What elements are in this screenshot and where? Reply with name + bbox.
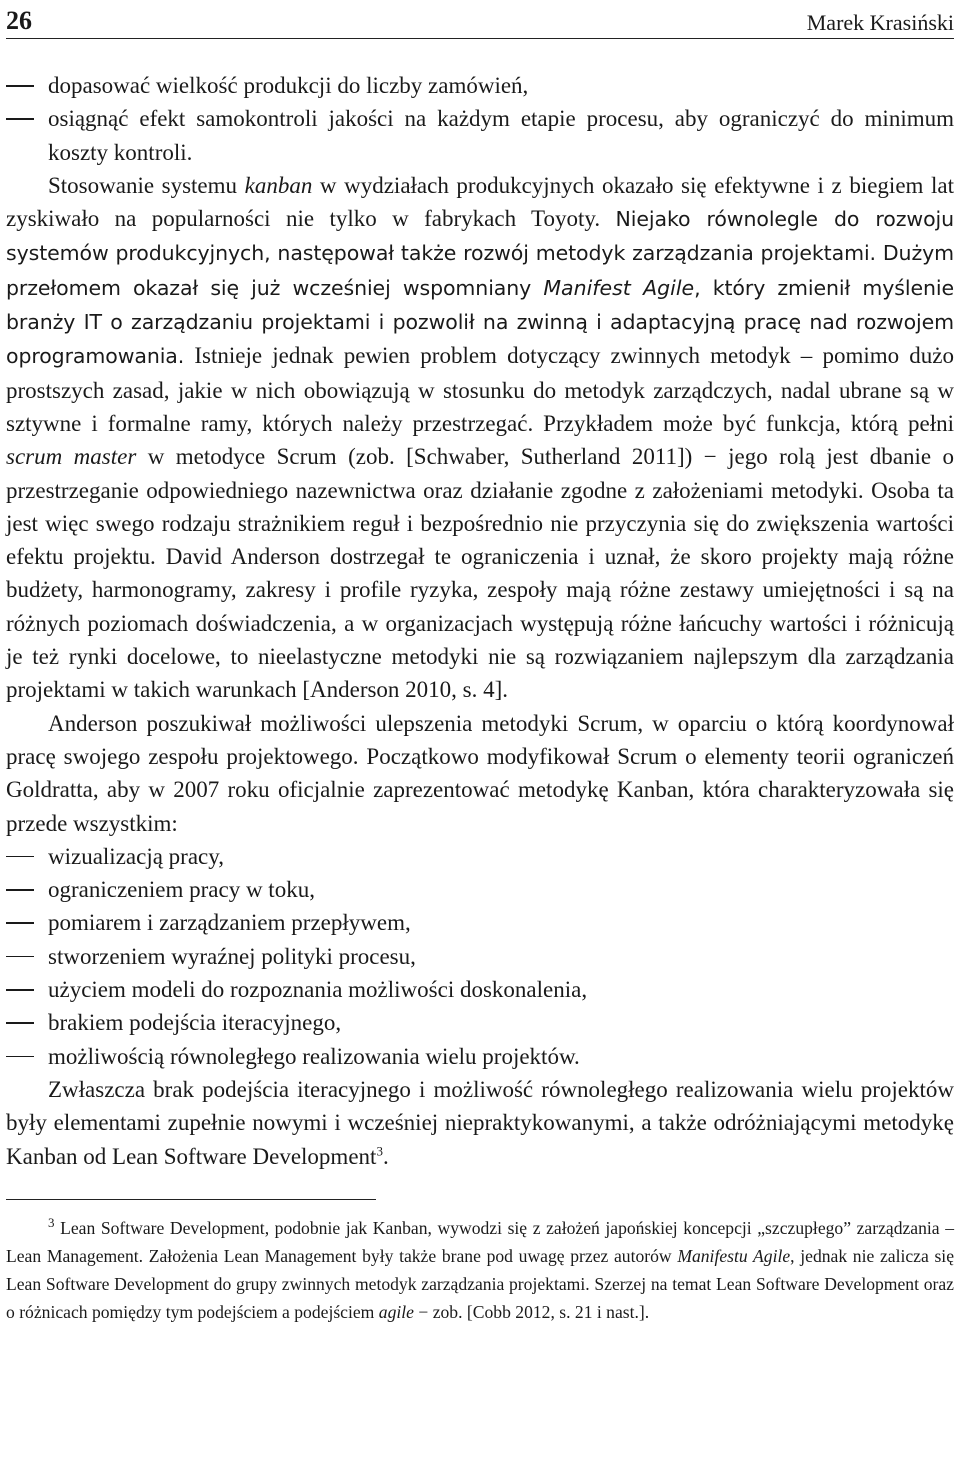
italic-term: agile: [378, 1302, 414, 1323]
text-run: .: [382, 1143, 389, 1169]
page-number: 26: [6, 6, 32, 35]
text-run: Zwłaszcza brak podejścia iteracyjnego i możliwość równoległego realizowania wielu projektów były elementami zupełnie nowymi i wcześniej niepraktykowanymi, a także odróżniającymi metodykę Kanban od Lean Software Development: [6, 1076, 954, 1169]
paragraph-2: Anderson poszukiwał możliwości ulepszenia metodyki Scrum, w oparciu o którą koordynował pracę swojego zespołu projektowego. Początkowo modyfikował Scrum o elementy teorii ograniczeń Goldratta, aby w 2007 roku oficjalnie zaprezentować metodykę Kanban, która charakteryzowała się przede wszystkim:: [6, 710, 954, 836]
text-run: Istnieje jednak pewien problem dotyczący zwinnych metodyk – pomimo dużo prostszych zasad, jakie w nich obowiązują w stosunku do metodyk zarządczych, nadal ubrane są w sztywne i formalne ramy, których należy przestrzegać. Przykładem może być funkcja, którą pełni: [6, 343, 954, 436]
text-run: w metodyce Scrum (zob. [Schwaber, Sutherland 2011]) − jego rolą jest dbanie o przestrzeganie odpowiedniego nazewnictwa oraz działanie zgodne z założeniami metodyki. Osoba ta jest więc swego rodzaju strażnikiem reguł i bezpośrednio nie przyczynia się do zwiększenia wartości efektu projektu. David Anderson dostrzegał te ograniczenia i uznał, że skoro projekty mają różne budżety, harmonogramy, zakresy i profile ryzyka, zespoły mają różne zestawy umiejętności i są na różnych poziomach doświadczenia, a w organizacjach występują różne łańcuchy wartości i różnicują je też rynki docelowe, to nieelastyczne metodyki nie są rozwiązaniem najlepszym dla zarządzania projektami w takich warunkach [Anderson 2010, s. 4].: [6, 444, 954, 703]
page-header: [6, 0, 954, 39]
list-item: dopasować wielkość produkcji do liczby zamówień,: [6, 69, 954, 102]
text-run: Niejako równolegle do rozwoju systemów produkcyjnych, następował także rozwój metodyk zarządzania projektami.: [6, 207, 954, 266]
list-item: wizualizacją pracy,: [6, 840, 954, 873]
list-item: pomiarem i zarządzaniem przepływem,: [6, 906, 954, 939]
paragraph-3: [6, 1073, 954, 1173]
list-item: możliwością równoległego realizowania wielu projektów.: [6, 1040, 954, 1073]
paragraph-1: [6, 169, 954, 707]
italic-term: Manifest Agile: [543, 275, 695, 300]
text-run: , który zmienił myślenie branży IT o zarządzaniu projektami i pozwolił na zwinną i adaptacyjną pracę nad rozwojem oprogramowania.: [6, 275, 954, 369]
footnote-divider: [6, 1199, 376, 1201]
italic-term: kanban: [244, 172, 313, 198]
list-item: ograniczeniem pracy w toku,: [6, 873, 954, 906]
text-run: Dużym przełomem okazał się już wcześniej wspomniany: [6, 241, 955, 300]
footnote-reference[interactable]: 3: [376, 1142, 383, 1158]
kanban-features-list: [6, 840, 954, 1073]
list-item: użyciem modeli do rozpoznania możliwości doskonalenia,: [6, 973, 954, 1006]
body-text: [6, 69, 954, 1173]
text-run: Stosowanie systemu: [48, 172, 245, 198]
text-run: w wydziałach produkcyjnych okazało się efektywne i z biegiem lat zyskiwało na popularności nie tylko w fabrykach Toyoty.: [6, 172, 954, 232]
footnote: [6, 1214, 954, 1326]
italic-term: Manifestu Agile: [677, 1246, 791, 1267]
list-item: brakiem podejścia iteracyjnego,: [6, 1006, 954, 1039]
text-run: , jednak nie zalicza się Lean Software Development do grupy zwinnych metodyk zarządzania projektami. Szerzej na temat Lean Software Development oraz o różnicach pomiędzy tym podejściem a podejściem: [6, 1246, 955, 1323]
list-item: osiągnąć efekt samokontroli jakości na każdym etapie procesu, aby ograniczyć do minimum koszty kontroli.: [6, 102, 954, 169]
intro-list: [6, 69, 954, 169]
text-run: − zob. [Cobb 2012, s. 21 i nast.].: [413, 1302, 650, 1323]
text-run: Lean Software Development, podobnie jak Kanban, wywodzi się z założeń japońskiej koncepcji „szczupłego” zarządzania – Lean Management. Założenia Lean Management były także brane pod uwagę przez autorów: [6, 1218, 954, 1267]
italic-term: scrum master: [6, 444, 137, 470]
list-item: stworzeniem wyraźnej polityki procesu,: [6, 940, 954, 973]
document-page: [6, 0, 954, 1344]
running-head-author: Marek Krasiński: [806, 10, 954, 35]
footnote-number: 3: [48, 1215, 55, 1231]
